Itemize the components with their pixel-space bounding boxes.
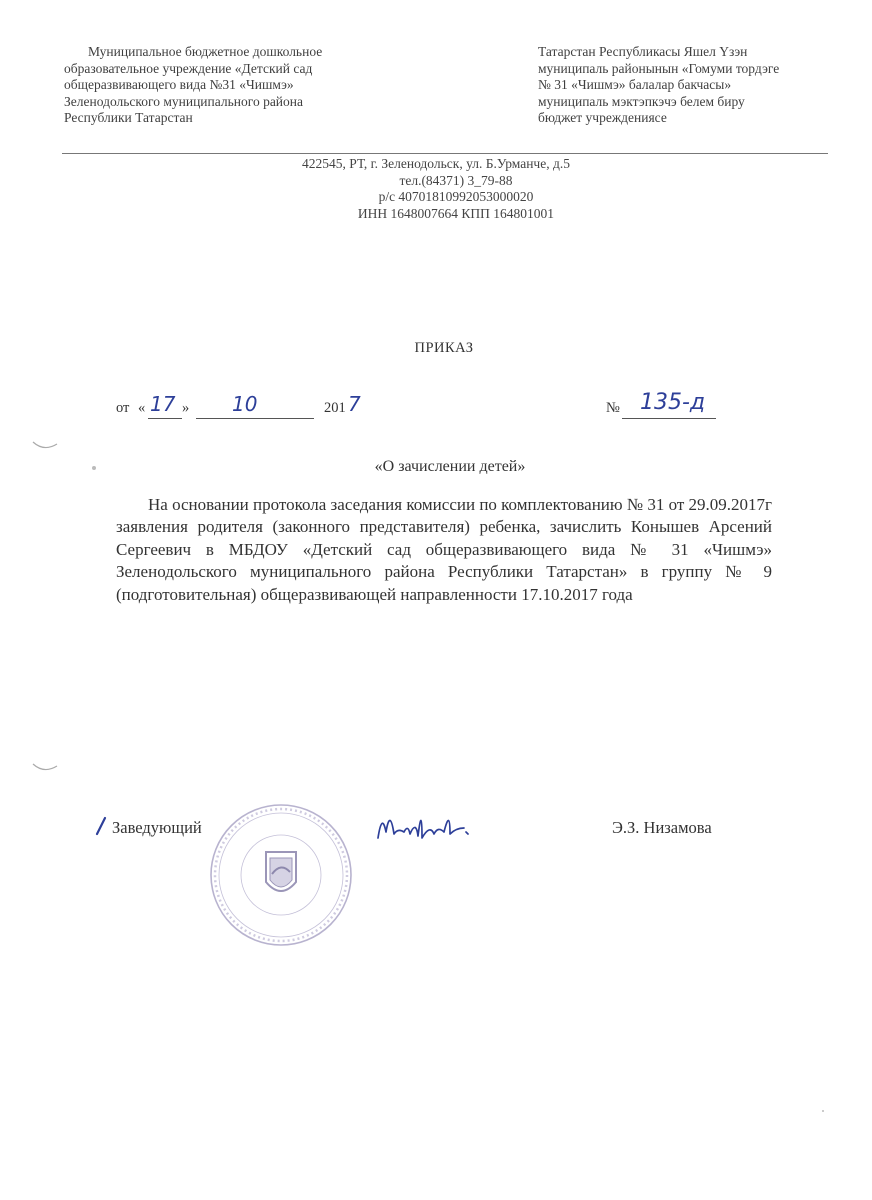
header-right-line: муниципаль мэктэпкэчэ белем биру	[538, 93, 745, 109]
number-prefix: №	[606, 400, 620, 416]
header-right-line: бюджет учреждениясе	[538, 110, 667, 125]
day-close-quote: »	[182, 400, 190, 416]
signature-row	[92, 812, 772, 852]
header-right-line: № 31 «Чишмэ» балалар бакчасы»	[538, 77, 732, 92]
account-line: р/с 40701810992053000020	[378, 189, 534, 204]
handwritten-signature	[372, 798, 482, 850]
header-organization-tatar	[538, 44, 848, 127]
order-date-row	[116, 390, 756, 424]
inn-kpp-line: ИНН 1648007664 КПП 164801001	[357, 205, 555, 221]
header-left-line: Муниципальное бюджетное дошкольное	[88, 44, 323, 59]
header-left-line: образовательное учреждение «Детский сад	[64, 60, 313, 76]
day-open-quote: «	[138, 400, 146, 416]
header-right-line: Татарстан Республикасы Яшел Үзэн	[538, 44, 748, 59]
phone-line: тел.(84371) 3_79-88	[399, 172, 513, 188]
header-left-line: Республики Татарстан	[64, 110, 193, 125]
date-prefix: от	[116, 400, 130, 416]
punch-hole-mark	[30, 760, 60, 774]
header-left-line: общеразвивающего вида №31 «Чишмэ»	[64, 77, 294, 92]
punch-hole-mark	[30, 438, 60, 452]
scan-speck	[822, 1110, 824, 1112]
header-left-line: Зеленодольского муниципального района	[64, 93, 303, 109]
check-mark-icon	[94, 816, 108, 836]
header-organization-russian	[64, 44, 394, 127]
month-handwritten: 10	[232, 392, 258, 416]
scan-speck	[92, 466, 96, 470]
number-handwritten: 135-д	[640, 390, 706, 415]
document-title: ПРИКАЗ	[414, 340, 474, 356]
address-block	[0, 156, 872, 222]
year-handwritten: 7	[348, 392, 361, 416]
signatory-position: Заведующий	[112, 818, 202, 837]
order-body: На основании протокола заседания комиссии по комплектованию № 31 от 29.09.2017г заявления родителя (законного представителя) ребенка, зачислить Конышев Арсений Сергеевич в МБДОУ «Детский сад общеразвивающего вида № 31 «Чишмэ» Зеленодольского муниципального района Республики Татарстан» в группу № 9 (подготовительная) общеразвивающей направленности 17.10.2017 года	[116, 495, 773, 604]
header-right-line: муниципаль районынын «Гомуми тордэге	[538, 60, 780, 76]
order-subject: «О зачислении детей»	[374, 458, 526, 475]
year-printed: 201	[324, 400, 346, 416]
day-handwritten: 17	[150, 392, 176, 416]
address-line: 422545, РТ, г. Зеленодольск, ул. Б.Урманче, д.5	[302, 156, 570, 171]
header-divider	[62, 153, 828, 154]
signatory-name: Э.З. Низамова	[612, 818, 712, 837]
